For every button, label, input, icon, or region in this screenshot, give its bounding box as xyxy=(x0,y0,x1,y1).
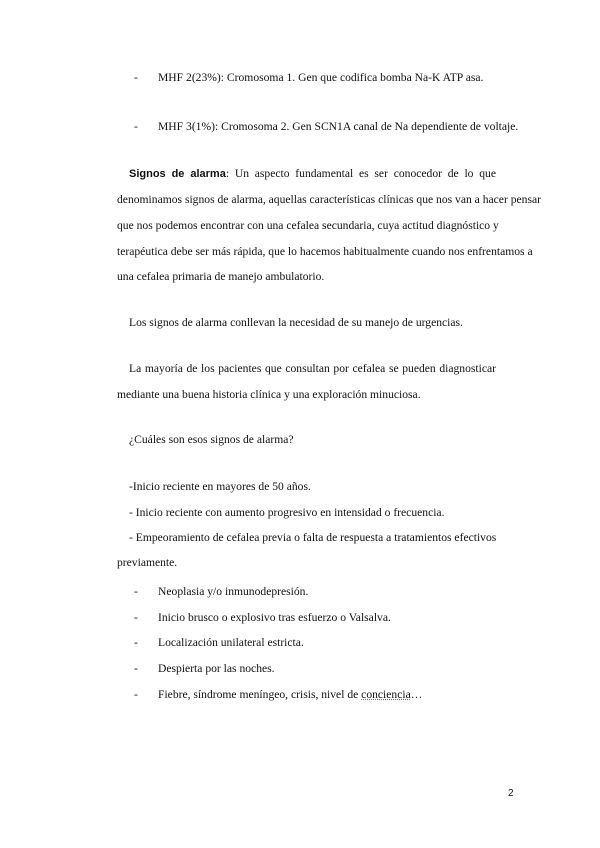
alarm-paragraph-line4: terapéutica debe ser más rápida, que lo hacemos habitualmente cuando nos enfrentamos a xyxy=(117,245,533,258)
bullet-text-mhf2: MHF 2(23%): Cromosoma 1. Gen que codifica bomba Na-K ATP asa. xyxy=(158,71,484,84)
dash-item-3-line2: previamente. xyxy=(117,556,178,569)
bullet-text-neoplasia: Neoplasia y/o inmunodepresión. xyxy=(158,585,309,598)
mayoria-paragraph-line1: La mayoría de los pacientes que consultan por cefalea se pueden diagnosticar xyxy=(129,362,496,375)
page-number: 2 xyxy=(508,788,514,799)
dash-item-1: -Inicio reciente en mayores de 50 años. xyxy=(129,480,311,493)
bullet-dash: - xyxy=(134,585,138,598)
dash-item-3-line1: - Empeoramiento de cefalea previa o falta de respuesta a tratamientos efectivos xyxy=(129,531,497,544)
alarm-paragraph-line3: que nos podemos encontrar con una cefalea secundaria, cuya actitud diagnóstico y xyxy=(117,219,499,232)
mayoria-paragraph-line2: mediante una buena historia clínica y una exploración minuciosa. xyxy=(117,388,421,401)
alarm-paragraph-line5: una cefalea primaria de manejo ambulatorio. xyxy=(117,270,325,283)
alarm-line1-text: : Un aspecto fundamental es ser conocedor de lo que xyxy=(225,167,496,180)
bullet-text-inicio-brusco: Inicio brusco o explosivo tras esfuerzo o Valsalva. xyxy=(158,611,391,624)
question-heading: ¿Cuáles son esos signos de alarma? xyxy=(129,433,294,446)
bullet-text-localizacion: Localización unilateral estricta. xyxy=(158,636,304,649)
alarm-paragraph-line2: denominamos signos de alarma, aquellas características clínicas que nos van a hacer pensar xyxy=(117,193,541,206)
dash-item-2: - Inicio reciente con aumento progresivo en intensidad o frecuencia. xyxy=(129,506,445,519)
conciencia-word: conciencia xyxy=(361,688,411,701)
alarm-paragraph-line1 xyxy=(129,167,496,180)
bullet-dash: - xyxy=(134,71,138,84)
bullet-dash: - xyxy=(134,611,138,624)
bullet-dash: - xyxy=(134,120,138,133)
bullet-text-despierta: Despierta por las noches. xyxy=(158,662,275,675)
fiebre-text: Fiebre, síndrome meníngeo, crisis, nivel de xyxy=(158,688,362,701)
bullet-dash: - xyxy=(134,688,138,701)
bullet-text-fiebre xyxy=(158,688,422,701)
bullet-text-mhf3: MHF 3(1%): Cromosoma 2. Gen SCN1A canal de Na dependiente de voltaje. xyxy=(158,120,519,133)
bullet-dash: - xyxy=(134,662,138,675)
alarm-heading: Signos de alarma xyxy=(129,168,226,180)
bullet-dash: - xyxy=(134,636,138,649)
urgencias-paragraph: Los signos de alarma conllevan la necesidad de su manejo de urgencias. xyxy=(129,316,463,329)
ellipsis: … xyxy=(410,688,423,701)
